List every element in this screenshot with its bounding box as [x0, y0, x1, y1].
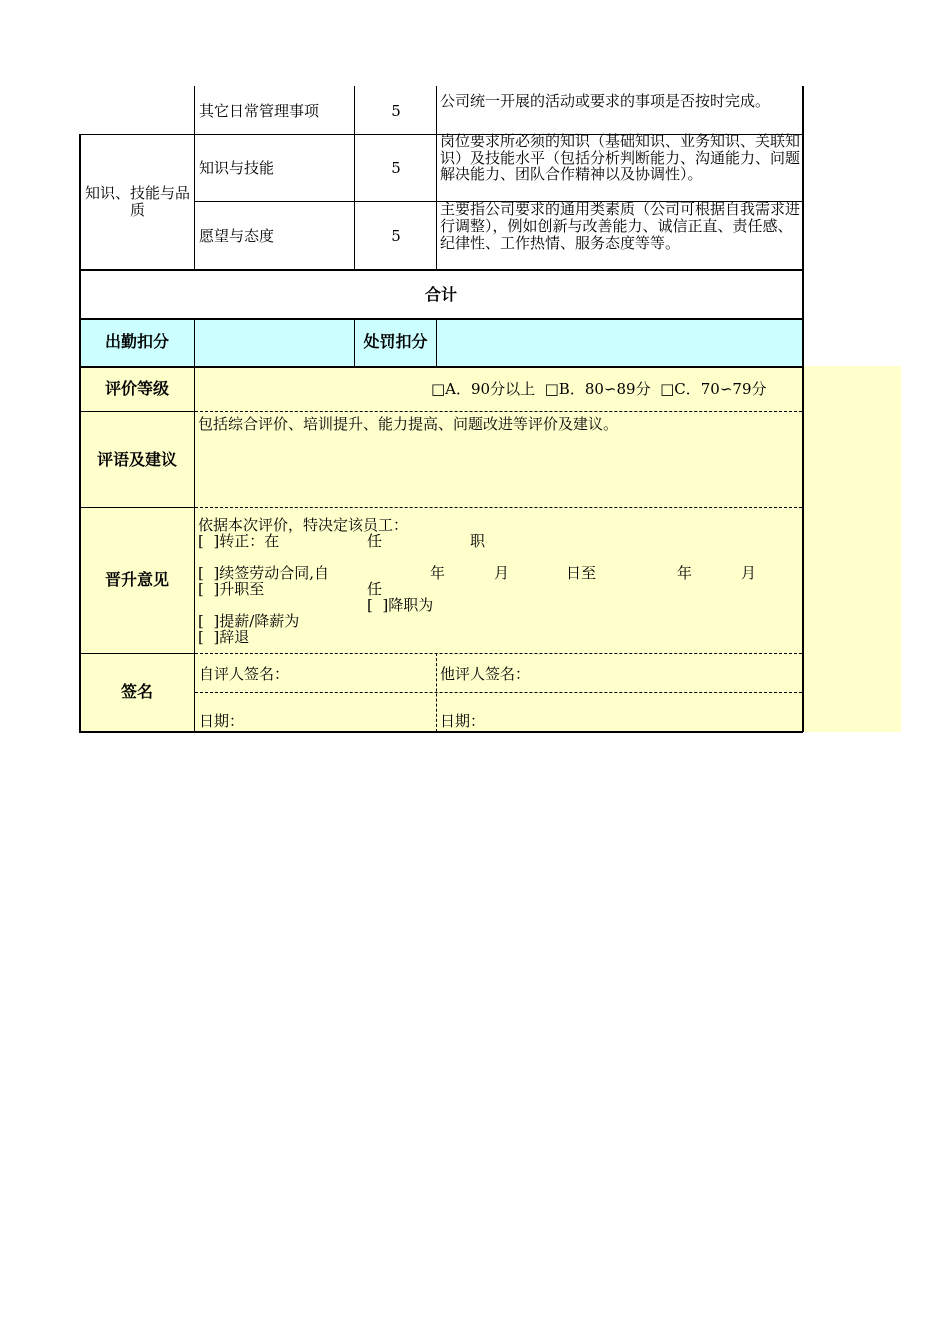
promotion-confirm-option[interactable]: [ ]转正：在: [198, 532, 280, 550]
other-signature-field[interactable]: 他评人签名：: [440, 665, 531, 683]
promotion-renew-text: 年: [430, 564, 446, 582]
self-signature-field[interactable]: 自评人签名：: [199, 665, 290, 683]
self-date-field[interactable]: 日期：: [199, 712, 245, 730]
grid-line: [194, 366, 195, 732]
grid-line: [79, 134, 81, 732]
grid-line: [436, 86, 437, 270]
rating-options[interactable]: □A．90分以上 □B．80∽89分 □C．70∽79分: [431, 380, 767, 398]
comments-hint[interactable]: 包括综合评价、培训提升、能力提高、问题改进等评价及建议。: [198, 415, 619, 433]
grid-line: [79, 134, 803, 135]
item-description: 主要指公司要求的通用类素质（公司可根据自我需求进行调整），例如创新与改善能力、诚信正直、责任感、纪律性、工作热情、服务态度等等。: [440, 200, 801, 252]
penalty-deduction-label: 处罚扣分: [363, 332, 428, 351]
promotion-up-option[interactable]: [ ]升职至: [198, 580, 265, 598]
rating-label: 评价等级: [104, 379, 169, 398]
promotion-salary-option[interactable]: [ ]提薪/降薪为: [198, 612, 300, 630]
promotion-resign-option[interactable]: [ ]辞退: [198, 628, 250, 646]
total-label: 合计: [424, 285, 457, 304]
item-description: 公司统一开展的活动或要求的事项是否按时完成。: [440, 92, 771, 110]
grid-line: [79, 507, 195, 508]
promotion-label: 晋升意见: [104, 570, 169, 589]
comments-label: 评语及建议: [96, 450, 177, 469]
grid-line: [195, 507, 802, 508]
grid-line: [436, 653, 437, 732]
attendance-deduction-label: 出勤扣分: [104, 332, 169, 351]
item-name: 知识与技能: [199, 159, 275, 177]
grid-line: [79, 653, 195, 654]
grid-line: [354, 318, 355, 366]
promotion-renew-option[interactable]: [ ]续签劳动合同,自: [198, 564, 330, 582]
grid-line: [195, 692, 802, 693]
item-score: 5: [391, 102, 401, 120]
grid-line: [802, 86, 804, 732]
grid-line: [195, 411, 802, 412]
promotion-renew-text: 月: [741, 564, 757, 582]
grid-line: [195, 653, 802, 654]
other-date-field[interactable]: 日期：: [440, 712, 486, 730]
grid-line: [79, 411, 195, 412]
promotion-renew-text: 月: [494, 564, 510, 582]
item-description: 岗位要求所必须的知识（基础知识、业务知识、关联知识）及技能水平（包括分析判断能力、沟通能力、问题解决能力、团队合作精神以及协调性）。: [440, 132, 801, 183]
grid-line: [79, 366, 803, 368]
item-score: 5: [391, 227, 401, 245]
promotion-renew-text: 年: [677, 564, 693, 582]
grid-line: [194, 318, 195, 366]
category-label: 知识、技能与品质: [84, 184, 190, 219]
grid-line: [194, 86, 195, 270]
signature-label: 签名: [120, 682, 153, 701]
item-score: 5: [391, 159, 401, 177]
grid-line: [354, 86, 355, 270]
promotion-intro: 依据本次评价，特决定该员工：: [198, 516, 409, 534]
promotion-renew-text: 日至: [566, 564, 597, 582]
promotion-confirm-text: 任: [367, 532, 383, 550]
promotion-confirm-text: 职: [470, 532, 486, 550]
promotion-demote-option[interactable]: [ ]降职为: [367, 596, 434, 614]
grid-line: [79, 269, 803, 271]
item-name: 其它日常管理事项: [199, 102, 320, 120]
grid-line: [436, 318, 437, 366]
grid-line: [79, 731, 803, 733]
item-name: 愿望与态度: [199, 227, 275, 245]
promotion-up-text: 任: [367, 580, 383, 598]
grid-line: [79, 318, 803, 320]
grid-line: [194, 201, 803, 202]
